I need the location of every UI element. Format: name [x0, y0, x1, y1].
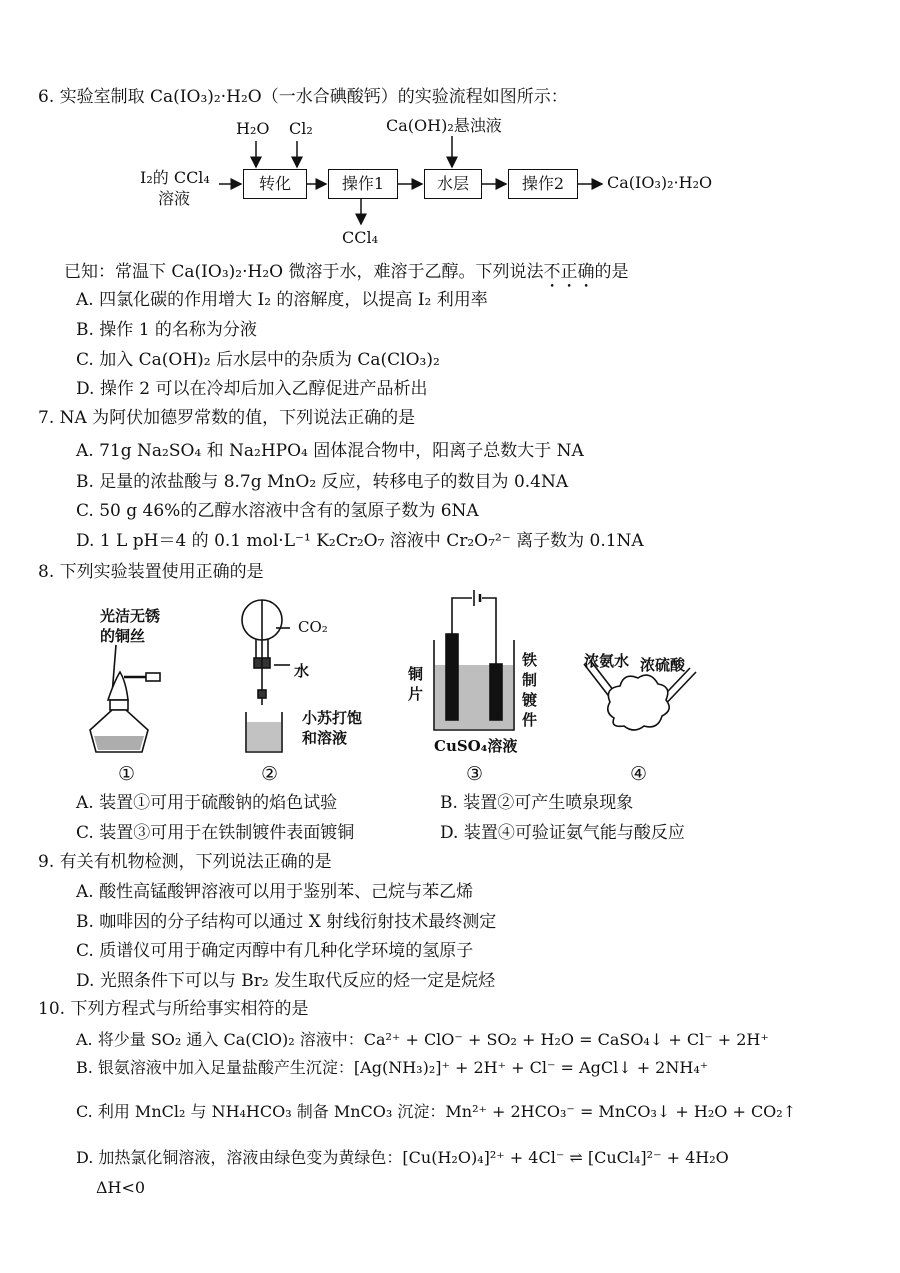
fig4-smoke: [584, 660, 696, 730]
q8-option-d: D. 装置④可验证氨气能与酸反应: [440, 823, 685, 843]
fig2-solution-line1: 小苏打饱: [302, 709, 363, 727]
q6-option-c: C. 加入 Ca(OH)₂ 后水层中的杂质为 Ca(ClO₃)₂: [76, 350, 440, 370]
fig1-number: ①: [118, 763, 136, 785]
flow-box-convert: 转化: [243, 169, 307, 199]
fig3-copper-label: 铜片: [408, 665, 424, 703]
q9-option-d: D. 光照条件下可以与 Br₂ 发生取代反应的烃一定是烷烃: [76, 971, 496, 991]
q8-option-a: A. 装置①可用于硫酸钠的焰色试验: [76, 793, 338, 813]
q10-option-b: B. 银氨溶液中加入足量盐酸产生沉淀：[Ag(NH₃)₂]⁺ + 2H⁺ + Cl⁻ = AgCl↓ + 2NH₄⁺: [76, 1058, 709, 1077]
q10-option-c: C. 利用 MnCl₂ 与 NH₄HCO₃ 制备 MnCO₃ 沉淀：Mn²⁺ + 2HCO₃⁻ = MnCO₃↓ + H₂O + CO₂↑: [76, 1102, 797, 1121]
q7-option-b: B. 足量的浓盐酸与 8.7g MnO₂ 反应，转移电子的数目为 0.4NA: [76, 472, 569, 492]
q9-option-b: B. 咖啡因的分子结构可以通过 X 射线衍射技术最终测定: [76, 912, 497, 932]
q9-option-c: C. 质谱仪可用于确定丙醇中有几种化学环境的氢原子: [76, 941, 474, 961]
q7-option-a: A. 71g Na₂SO₄ 和 Na₂HPO₄ 固体混合物中，阳离子总数大于 NA: [76, 441, 584, 461]
q7-option-c: C. 50 g 46%的乙醇水溶液中含有的氢原子数为 6NA: [76, 501, 479, 521]
flow-box-aqueous: 水层: [424, 169, 482, 199]
fig4-number: ④: [630, 763, 648, 785]
flow-input-h2o: H₂O: [236, 119, 270, 138]
flow-box-op2: 操作2: [508, 169, 578, 199]
q6-known-suffix: 的是: [594, 262, 629, 282]
fig2-solution-line2: 和溶液: [302, 729, 348, 747]
q8-option-c: C. 装置③可用于在铁制镀件表面镀铜: [76, 823, 355, 843]
fig3-cuso4-label: CuSO₄溶液: [434, 737, 518, 755]
fig2-water-label: 水: [294, 662, 310, 680]
fig1-alcohol-lamp: [90, 645, 160, 752]
flow-product: Ca(IO₃)₂·H₂O: [607, 173, 713, 192]
fig2-number: ②: [261, 763, 279, 785]
q9-option-a: A. 酸性高锰酸钾溶液可以用于鉴别苯、己烷与苯乙烯: [76, 882, 474, 902]
fig3-electroplating: [434, 590, 514, 730]
q9-stem: 9. 有关有机物检测，下列说法正确的是: [38, 852, 332, 872]
fig3-number: ③: [466, 763, 484, 785]
q6-known-emphasis: 不正确: [543, 262, 595, 282]
q10-option-d: D. 加热氯化铜溶液，溶液由绿色变为黄绿色：[Cu(H₂O)₄]²⁺ + 4Cl⁻ ⇌ [CuCl₄]²⁻ + 4H₂O: [76, 1148, 729, 1167]
fig3-iron-label: 铁制镀件: [522, 651, 538, 729]
flow-output-ccl4: CCl₄: [342, 228, 379, 247]
q8-stem: 8. 下列实验装置使用正确的是: [38, 562, 264, 582]
q7-stem: 7. NA 为阿伏加德罗常数的值，下列说法正确的是: [38, 408, 416, 428]
flow-input-caoh: Ca(OH)₂悬浊液: [386, 116, 502, 135]
fig1-label-line1: 光洁无锈: [100, 607, 161, 625]
fig1-label-line2: 的铜丝: [100, 627, 146, 645]
q10-option-a: A. 将少量 SO₂ 通入 Ca(ClO)₂ 溶液中：Ca²⁺ + ClO⁻ + SO₂ + H₂O = CaSO₄↓ + Cl⁻ + 2H⁺: [76, 1030, 769, 1049]
fig4-sulfuric-label: 浓硫酸: [640, 656, 686, 674]
q6-known-prefix: 已知：常温下 Ca(IO₃)₂·H₂O 微溶于水，难溶于乙醇。下列说法: [64, 262, 544, 282]
flow-input-cl2: Cl₂: [289, 119, 313, 138]
q8-option-b: B. 装置②可产生喷泉现象: [440, 793, 634, 813]
flow-start-line1: I₂的 CCl₄: [140, 168, 210, 187]
flow-start-line2: 溶液: [158, 189, 191, 208]
flow-box-op1: 操作1: [328, 169, 398, 199]
q6-option-d: D. 操作 2 可以在冷却后加入乙醇促进产品析出: [76, 379, 428, 399]
q6-option-b: B. 操作 1 的名称为分液: [76, 320, 257, 340]
q10-stem: 10. 下列方程式与所给事实相符的是: [38, 999, 309, 1019]
fig4-ammonia-label: 浓氨水: [584, 652, 630, 670]
q6-stem: 6. 实验室制取 Ca(IO₃)₂·H₂O（一水合碘酸钙）的实验流程如图所示：: [38, 87, 568, 107]
q6-option-a: A. 四氯化碳的作用增大 I₂ 的溶解度，以提高 I₂ 利用率: [76, 290, 488, 310]
q7-option-d: D. 1 L pH＝4 的 0.1 mol·L⁻¹ K₂Cr₂O₇ 溶液中 Cr₂O₇²⁻ 离子数为 0.1NA: [76, 531, 644, 551]
q10-option-d-enthalpy: ΔH<0: [96, 1178, 146, 1197]
fig2-co2-label: CO₂: [298, 618, 328, 636]
fig2-fountain: [242, 600, 290, 752]
